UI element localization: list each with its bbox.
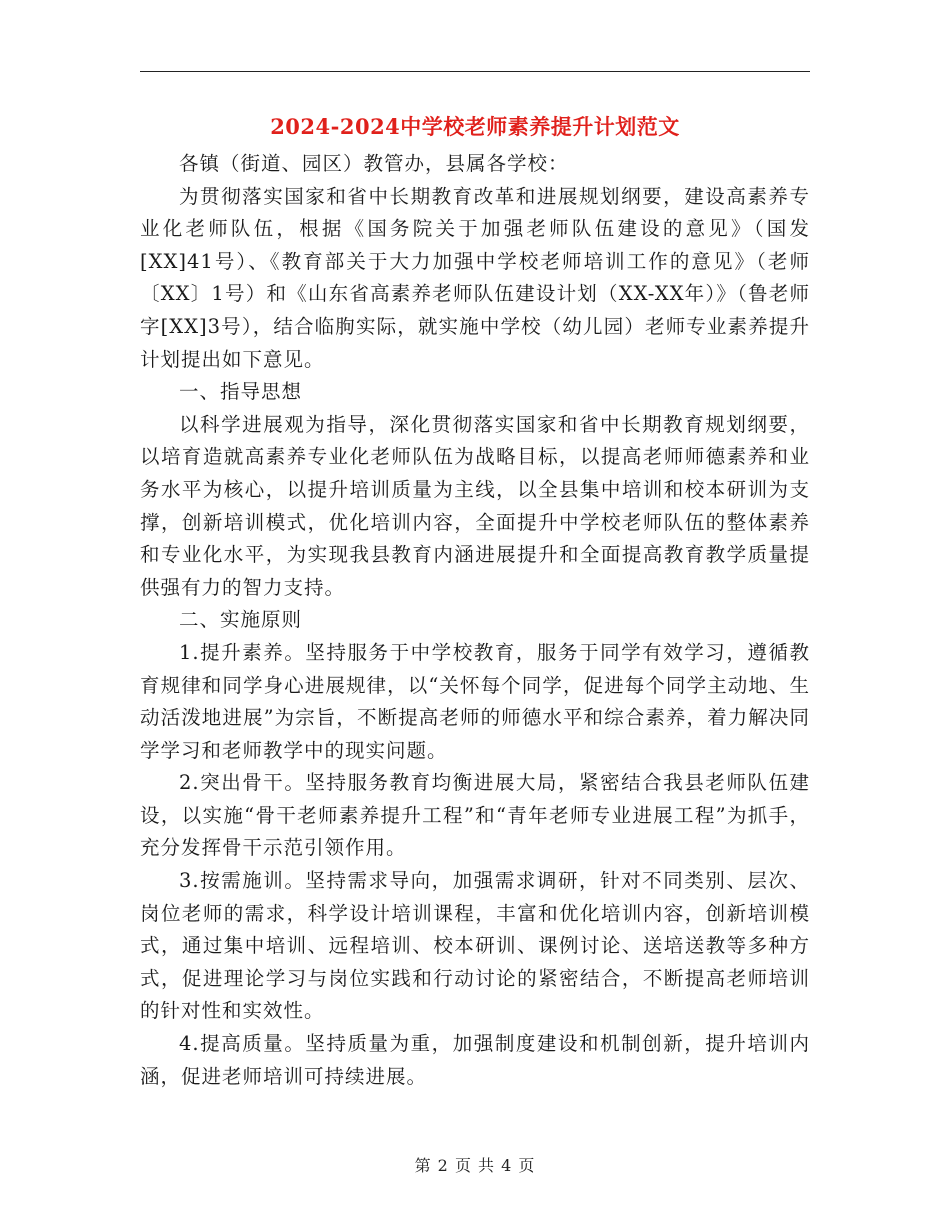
section-heading-principles: 二、实施原则 <box>179 608 303 632</box>
guiding-ideology-paragraph: 以科学进展观为指导，深化贯彻落实国家和省中长期教育规划纲要，以培育造就高素养专业化老师队伍为战略目标，以提高老师师德素养和业务水平为核心，以提升培训质量为主线，以全县集中培训和校本研训为支撑，创新培训模式，优化培训内容，全面提升中学校老师队伍的整体素养和专业化水平，为实现我县教育内涵进展提升和全面提高教育教学质量提供强有力的智力支持。 <box>140 412 810 599</box>
principle-4-paragraph: 4.提高质量。坚持质量为重，加强制度建设和机制创新，提升培训内涵，促进老师培训可持续进展。 <box>140 1032 810 1088</box>
document-title: 2024-2024中学校老师素养提升计划范文 <box>270 114 680 139</box>
salutation-paragraph: 各镇（街道、园区）教管办，县属各学校： <box>179 152 569 175</box>
section-heading-guiding-ideology: 一、指导思想 <box>179 380 303 404</box>
page-number-footer: 第 2 页 共 4 页 <box>414 1156 536 1175</box>
intro-paragraph: 为贯彻落实国家和省中长期教育改革和进展规划纲要，建设高素养专业化老师队伍，根据《国务院关于加强老师队伍建设的意见》（国发[XX]41号）、《教育部关于大力加强中学校老师培训工作的意见》（老师〔XX〕1号）和《山东省高素养老师队伍建设计划（XX-XX年）》（鲁老师字[XX]3号），结合临朐实际，就实施中学校（幼儿园）老师专业素养提升计划提出如下意见。 <box>140 184 810 371</box>
header-rule <box>140 71 810 72</box>
principle-1-paragraph: 1.提升素养。坚持服务于中学校教育，服务于同学有效学习，遵循教育规律和同学身心进展规律，以“关怀每个同学，促进每个同学主动地、生动活泼地进展”为宗旨，不断提高老师的师德水平和综合素养，着力解决同学学习和老师教学中的现实问题。 <box>140 640 810 762</box>
document-body <box>140 148 810 1093</box>
principle-3-paragraph: 3.按需施训。坚持需求导向，加强需求调研，针对不同类别、层次、岗位老师的需求，科学设计培训课程，丰富和优化培训内容，创新培训模式，通过集中培训、远程培训、校本研训、课例讨论、送培送教等多种方式，促进理论学习与岗位实践和行动讨论的紧密结合，不断提高老师培训的针对性和实效性。 <box>140 869 810 1023</box>
principle-2-paragraph: 2.突出骨干。坚持服务教育均衡进展大局，紧密结合我县老师队伍建设，以实施“骨干老师素养提升工程”和“青年老师专业进展工程”为抓手，充分发挥骨干示范引领作用。 <box>140 771 810 860</box>
